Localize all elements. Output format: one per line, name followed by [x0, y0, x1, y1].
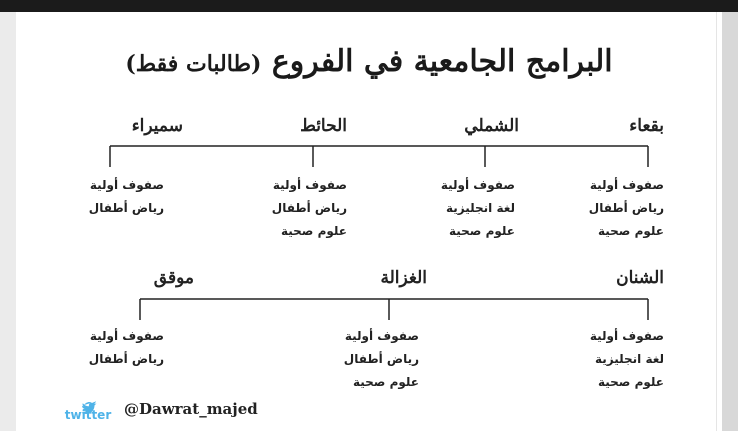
- branch-name: بقعاء: [629, 116, 664, 136]
- program-list: [441, 174, 515, 243]
- program-item: صفوف أولية: [272, 178, 347, 192]
- twitter-wordmark: twitter: [64, 408, 112, 422]
- branch-name: الحائط: [300, 116, 347, 136]
- program-list: [272, 174, 347, 243]
- program-item: رياض أطفال: [88, 352, 164, 366]
- branch-name: موقق: [153, 268, 194, 288]
- branch-name: الشملي: [464, 116, 519, 136]
- title-sub: (طالبات فقط): [125, 51, 262, 77]
- branch-name: الشنان: [616, 268, 664, 288]
- branch-name: الغزالة: [380, 268, 427, 288]
- program-list: [589, 174, 664, 243]
- program-item: رياض أطفال: [271, 201, 347, 215]
- program-list: [89, 174, 164, 220]
- program-item: صفوف أولية: [589, 178, 664, 192]
- branch-name: سميراء: [131, 116, 183, 136]
- twitter-handle: @Dawrat_majed: [124, 400, 258, 418]
- program-item: رياض أطفال: [343, 352, 419, 366]
- program-item: علوم صحية: [597, 224, 664, 238]
- program-item: رياض أطفال: [588, 201, 664, 215]
- program-item: علوم صحية: [352, 375, 419, 389]
- program-item: صفوف أولية: [89, 329, 164, 343]
- twitter-logo: [62, 396, 114, 422]
- program-item: لغة انجليزية: [594, 352, 664, 366]
- program-item: رياض أطفال: [88, 201, 164, 215]
- title-main: البرامج الجامعية في الفروع: [271, 44, 613, 79]
- program-item: صفوف أولية: [589, 329, 664, 343]
- program-list: [89, 325, 164, 371]
- program-list: [344, 325, 419, 394]
- program-list: [590, 325, 664, 394]
- program-item: علوم صحية: [280, 224, 347, 238]
- program-item: علوم صحية: [448, 224, 515, 238]
- program-item: لغة انجليزية: [445, 201, 515, 215]
- program-item: صفوف أولية: [89, 178, 164, 192]
- program-item: صفوف أولية: [344, 329, 419, 343]
- program-item: صفوف أولية: [440, 178, 515, 192]
- program-item: علوم صحية: [597, 375, 664, 389]
